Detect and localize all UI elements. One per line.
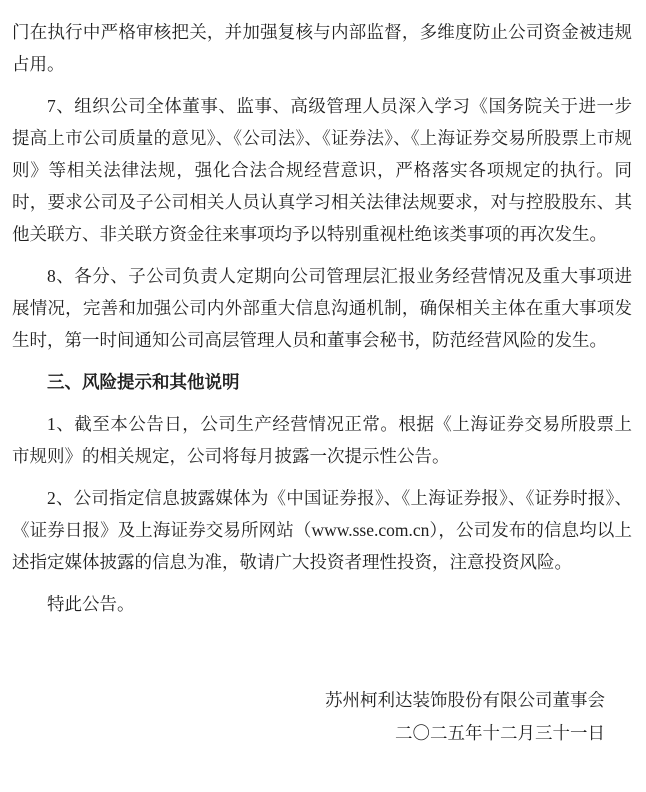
section-heading-risk-notes: 三、风险提示和其他说明 — [47, 372, 240, 392]
paragraph-item-7: 7、组织公司全体董事、监事、高级管理人员深入学习《国务院关于进一步提高上市公司质量的意见》、《公司法》、《证券法》、《上海证券交易所股票上市规则》等相关法律法规，强化合法合规经营意识，严格落实各项规定的执行。同时，要求公司及子公司相关人员认真学习相关法律法规要求，对与控股股东、其他关联方、非关联方资金往来事项均予以特别重视杜绝该类事项的再次发生。 — [12, 96, 632, 244]
paragraph-risk-1: 1、截至本公告日，公司生产经营情况正常。根据《上海证券交易所股票上市规则》的相关规定，公司将每月披露一次提示性公告。 — [12, 414, 632, 466]
paragraph-risk-2: 2、公司指定信息披露媒体为《中国证券报》、《上海证券报》、《证券时报》、《证券日报》及上海证券交易所网站（www.sse.com.cn），公司发布的信息均以上述指定媒体披露的信息为准，敬请广大投资者理性投资，注意投资风险。 — [12, 488, 632, 572]
paragraph-item-8: 8、各分、子公司负责人定期向公司管理层汇报业务经营情况及重大事项进展情况，完善和加强公司内外部重大信息沟通机制，确保相关主体在重大事项发生时，第一时间通知公司高层管理人员和董事会秘书，防范经营风险的发生。 — [12, 266, 632, 350]
signature-company: 苏州柯利达装饰股份有限公司董事会 — [325, 690, 605, 710]
closing-statement: 特此公告。 — [47, 594, 135, 614]
paragraph-continuation: 门在执行中严格审核把关，并加强复核与内部监督，多维度防止公司资金被违规占用。 — [12, 22, 632, 74]
signature-block — [12, 684, 632, 750]
signature-date: 二〇二五年十二月三十一日 — [395, 723, 605, 743]
